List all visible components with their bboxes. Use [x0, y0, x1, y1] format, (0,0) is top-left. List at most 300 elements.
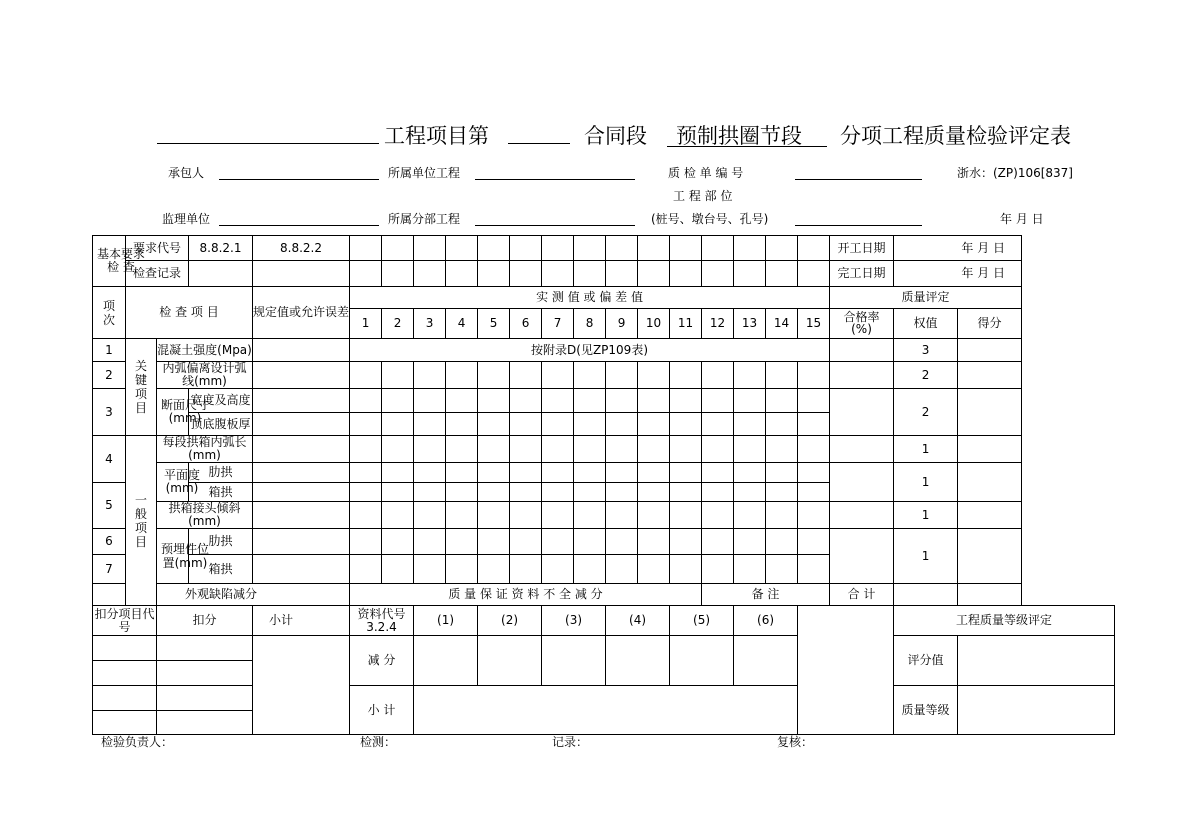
measure-cell[interactable] — [734, 389, 766, 413]
measure-cell[interactable] — [382, 362, 414, 389]
recorder-label: 记录： — [552, 735, 589, 749]
measure-cell[interactable] — [446, 463, 478, 483]
measure-cell[interactable] — [510, 463, 542, 483]
deduct-code-cell[interactable] — [93, 686, 157, 711]
engineering-location-label: 工 程 部 位 — [673, 189, 733, 203]
measure-cell[interactable] — [574, 529, 606, 555]
pass-rate-cell[interactable] — [830, 339, 894, 362]
general-items-group: 一般项目 — [126, 436, 157, 606]
reduce-cell[interactable] — [734, 636, 798, 686]
pass-rate-cell[interactable] — [830, 362, 894, 389]
reduce-cell[interactable] — [670, 636, 734, 686]
record-cell[interactable] — [670, 261, 702, 287]
req-code-cell[interactable] — [638, 236, 670, 261]
reduce-label: 减 分 — [350, 636, 414, 686]
req-code-label: 要求代号 — [126, 236, 189, 261]
measure-cell[interactable] — [478, 389, 510, 413]
measure-cell[interactable] — [798, 529, 830, 555]
measure-cell[interactable] — [734, 529, 766, 555]
req-code-cell[interactable] — [606, 236, 638, 261]
start-date-value[interactable]: 年 月 日 — [894, 236, 1022, 261]
deduct-cell[interactable] — [157, 686, 253, 711]
weight-value: 1 — [894, 529, 958, 584]
measure-cell[interactable] — [382, 463, 414, 483]
measure-cell[interactable] — [574, 362, 606, 389]
section-size-label: 断面尺寸(mm) — [157, 389, 189, 436]
record-cell[interactable] — [253, 261, 350, 287]
measure-no: 11 — [670, 309, 702, 339]
measure-cell[interactable] — [798, 483, 830, 502]
title-part2: 合同段 — [584, 124, 647, 148]
form-code: 浙水：(ZP)106[837] — [957, 166, 1073, 180]
weight-value: 1 — [894, 436, 958, 463]
measure-cell[interactable] — [670, 436, 702, 463]
reduce-cell[interactable] — [606, 636, 670, 686]
appearance-deduct-label: 外观缺陷减分 — [93, 584, 350, 606]
measure-cell[interactable] — [382, 389, 414, 413]
inspection-no-field[interactable] — [795, 179, 922, 180]
measure-cell[interactable] — [606, 436, 638, 463]
measure-cell[interactable] — [734, 362, 766, 389]
measure-cell[interactable] — [670, 463, 702, 483]
tolerance-cell[interactable] — [253, 339, 350, 362]
measure-no: 9 — [606, 309, 638, 339]
measure-cell[interactable] — [350, 555, 382, 584]
measure-no: 10 — [638, 309, 670, 339]
supervisor-field[interactable] — [219, 225, 379, 226]
measure-cell[interactable] — [350, 413, 382, 436]
item-name: 内弧偏离设计弧线(mm) — [157, 362, 253, 389]
measure-cell[interactable] — [446, 413, 478, 436]
measure-cell[interactable] — [510, 502, 542, 529]
measure-cell[interactable] — [382, 413, 414, 436]
measure-cell[interactable] — [382, 483, 414, 502]
measure-cell[interactable] — [478, 463, 510, 483]
tolerance-cell[interactable] — [253, 483, 350, 502]
doc-subtotal-label: 小 计 — [350, 686, 414, 735]
measure-cell[interactable] — [798, 389, 830, 413]
measure-cell[interactable] — [350, 436, 382, 463]
doc-item: (6) — [734, 606, 798, 636]
measure-cell[interactable] — [542, 413, 574, 436]
measure-cell[interactable] — [702, 463, 734, 483]
measure-cell[interactable] — [734, 413, 766, 436]
measure-cell[interactable] — [638, 555, 670, 584]
deduct-cell[interactable] — [157, 711, 253, 735]
weight-value: 2 — [894, 389, 958, 436]
inspection-no-label: 质 检 单 编 号 — [668, 166, 744, 180]
title-part3: 分项工程质量检验评定表 — [840, 124, 1071, 148]
doc-subtotal-cell[interactable] — [414, 686, 798, 735]
measure-cell[interactable] — [478, 483, 510, 502]
item-no: 7 — [93, 555, 126, 584]
record-cell[interactable] — [574, 261, 606, 287]
measure-cell[interactable] — [670, 483, 702, 502]
measure-cell[interactable] — [766, 413, 798, 436]
finish-date-value[interactable]: 年 月 日 — [894, 261, 1022, 287]
measure-cell[interactable] — [766, 389, 798, 413]
pass-rate-cell[interactable] — [830, 529, 894, 584]
total-label: 合 计 — [830, 584, 894, 606]
measure-no: 14 — [766, 309, 798, 339]
measure-cell[interactable] — [638, 389, 670, 413]
record-cell[interactable] — [350, 261, 382, 287]
grade-cell[interactable] — [958, 686, 1115, 735]
measure-cell[interactable] — [414, 463, 446, 483]
measure-cell[interactable] — [574, 463, 606, 483]
measure-cell[interactable] — [670, 529, 702, 555]
measure-cell[interactable] — [446, 502, 478, 529]
measure-cell[interactable] — [702, 483, 734, 502]
measure-cell[interactable] — [798, 555, 830, 584]
record-cell[interactable] — [189, 261, 253, 287]
tolerance-cell[interactable] — [253, 413, 350, 436]
measure-no: 15 — [798, 309, 830, 339]
measure-cell[interactable] — [734, 463, 766, 483]
measure-cell[interactable] — [766, 502, 798, 529]
pass-rate-cell[interactable] — [830, 463, 894, 502]
measure-cell[interactable] — [414, 413, 446, 436]
basic-requirement-label: 基本要求检 查 — [93, 236, 126, 287]
remarks-label: 备 注 — [702, 584, 830, 606]
req-code-cell[interactable] — [350, 236, 382, 261]
doc-code-header: 资料代号 3.2.4 — [350, 606, 414, 636]
measure-cell[interactable] — [382, 436, 414, 463]
measure-cell[interactable] — [606, 389, 638, 413]
deduct-code-header: 扣分项目代号 — [94, 606, 155, 634]
measure-cell[interactable] — [574, 483, 606, 502]
req-code-cell[interactable] — [798, 236, 830, 261]
record-cell[interactable] — [414, 261, 446, 287]
measure-cell[interactable] — [510, 389, 542, 413]
measure-cell[interactable] — [350, 362, 382, 389]
measure-cell[interactable] — [382, 502, 414, 529]
reduce-cell[interactable] — [478, 636, 542, 686]
record-cell[interactable] — [542, 261, 574, 287]
doc-item: (3) — [542, 606, 606, 636]
measure-cell[interactable] — [734, 502, 766, 529]
score-cell[interactable] — [958, 502, 1022, 529]
req-code-cell[interactable] — [574, 236, 606, 261]
sub-item-name: 箱拱 — [189, 555, 253, 584]
measure-cell[interactable] — [382, 529, 414, 555]
measure-cell[interactable] — [510, 555, 542, 584]
measure-no: 12 — [702, 309, 734, 339]
req-code-cell[interactable] — [382, 236, 414, 261]
measure-cell[interactable] — [766, 483, 798, 502]
record-cell[interactable] — [510, 261, 542, 287]
measure-cell[interactable] — [478, 529, 510, 555]
quality-eval-header: 质量评定 — [830, 287, 1022, 309]
measure-cell[interactable] — [766, 529, 798, 555]
measure-cell[interactable] — [606, 502, 638, 529]
measure-cell[interactable] — [414, 362, 446, 389]
measure-cell[interactable] — [606, 362, 638, 389]
deduct-code-cell[interactable] — [93, 711, 157, 735]
measured-header: 实 测 值 或 偏 差 值 — [350, 287, 830, 309]
measure-cell[interactable] — [606, 413, 638, 436]
measure-cell[interactable] — [350, 389, 382, 413]
record-cell[interactable] — [766, 261, 798, 287]
record-cell[interactable] — [734, 261, 766, 287]
measure-cell[interactable] — [542, 436, 574, 463]
score-cell[interactable] — [958, 389, 1022, 436]
location-detail-label: (桩号、墩台号、孔号) — [651, 212, 769, 226]
measure-cell[interactable] — [446, 362, 478, 389]
measure-cell[interactable] — [414, 555, 446, 584]
measure-cell[interactable] — [638, 463, 670, 483]
measure-no: 2 — [382, 309, 414, 339]
measure-cell[interactable] — [574, 502, 606, 529]
tolerance-cell[interactable] — [253, 436, 350, 463]
measure-cell[interactable] — [702, 413, 734, 436]
record-cell[interactable] — [798, 261, 830, 287]
measure-cell[interactable] — [542, 463, 574, 483]
measure-cell[interactable] — [670, 502, 702, 529]
measure-cell[interactable] — [766, 463, 798, 483]
measure-cell[interactable] — [670, 362, 702, 389]
score-cell[interactable] — [958, 463, 1022, 502]
measure-cell[interactable] — [478, 362, 510, 389]
measure-cell[interactable] — [798, 362, 830, 389]
measure-cell[interactable] — [702, 362, 734, 389]
measure-cell[interactable] — [478, 413, 510, 436]
req-code-cell[interactable] — [510, 236, 542, 261]
measure-cell[interactable] — [702, 436, 734, 463]
header-date: 年 月 日 — [1000, 212, 1044, 226]
score-value-cell[interactable] — [958, 636, 1115, 686]
total-cell-2[interactable] — [958, 584, 1022, 606]
record-cell[interactable] — [478, 261, 510, 287]
measure-cell[interactable] — [446, 529, 478, 555]
measure-cell[interactable] — [510, 529, 542, 555]
req-code-cell[interactable] — [702, 236, 734, 261]
tolerance-cell[interactable] — [253, 463, 350, 483]
measure-cell[interactable] — [478, 502, 510, 529]
tolerance-cell[interactable] — [253, 502, 350, 529]
measure-cell[interactable] — [798, 502, 830, 529]
sub-item-name: 肋拱 — [189, 529, 253, 555]
weight-value: 1 — [894, 463, 958, 502]
measure-cell[interactable] — [766, 555, 798, 584]
measure-cell[interactable] — [542, 389, 574, 413]
measure-cell[interactable] — [350, 529, 382, 555]
measure-cell[interactable] — [478, 436, 510, 463]
title-blank-contract[interactable] — [508, 143, 570, 144]
check-record-label: 检查记录 — [126, 261, 189, 287]
measure-cell[interactable] — [542, 483, 574, 502]
measure-no: 7 — [542, 309, 574, 339]
key-items-group: 关键项目 — [126, 339, 157, 436]
measure-cell[interactable] — [670, 413, 702, 436]
item-no-header: 项次 — [93, 287, 126, 339]
record-cell[interactable] — [606, 261, 638, 287]
flatness-label: 平面度(mm) — [157, 463, 189, 502]
item-name: 混凝土强度(Mpa) — [157, 339, 253, 362]
reviewer-label: 复核： — [777, 735, 814, 749]
req-code-cell[interactable] — [478, 236, 510, 261]
req-code-cell[interactable] — [414, 236, 446, 261]
record-cell[interactable] — [638, 261, 670, 287]
sub-item-name: 箱拱 — [189, 483, 253, 502]
deduct-code-cell[interactable] — [93, 636, 157, 661]
measure-cell[interactable] — [542, 502, 574, 529]
reduce-cell[interactable] — [414, 636, 478, 686]
pass-rate-cell[interactable] — [830, 502, 894, 529]
measure-cell[interactable] — [414, 389, 446, 413]
measure-cell[interactable] — [414, 483, 446, 502]
measure-cell[interactable] — [414, 502, 446, 529]
measure-cell[interactable] — [606, 529, 638, 555]
pass-rate-cell[interactable] — [830, 436, 894, 463]
pass-rate-cell[interactable] — [830, 389, 894, 436]
weight-value: 2 — [894, 362, 958, 389]
measure-cell[interactable] — [350, 502, 382, 529]
req-code-cell[interactable] — [670, 236, 702, 261]
measure-cell[interactable] — [382, 555, 414, 584]
appendix-note: 按附录D(见ZP109表) — [350, 339, 830, 362]
measure-cell[interactable] — [798, 413, 830, 436]
score-cell[interactable] — [958, 339, 1022, 362]
measure-cell[interactable] — [702, 555, 734, 584]
item-no: 5 — [93, 483, 126, 529]
measure-cell[interactable] — [638, 483, 670, 502]
contractor-field[interactable] — [219, 179, 379, 180]
measure-cell[interactable] — [638, 502, 670, 529]
measure-cell[interactable] — [734, 436, 766, 463]
measure-cell[interactable] — [510, 362, 542, 389]
req-code-cell[interactable] — [446, 236, 478, 261]
req-code-cell[interactable] — [734, 236, 766, 261]
measure-cell[interactable] — [350, 463, 382, 483]
record-cell[interactable] — [382, 261, 414, 287]
measure-cell[interactable] — [478, 555, 510, 584]
measure-cell[interactable] — [574, 389, 606, 413]
measure-no: 6 — [510, 309, 542, 339]
measure-cell[interactable] — [414, 529, 446, 555]
tolerance-cell[interactable] — [253, 555, 350, 584]
deduct-cell[interactable] — [157, 661, 253, 686]
contractor-label: 承包人 — [168, 166, 205, 180]
remarks-cell[interactable] — [798, 606, 894, 735]
title-blank-project[interactable] — [157, 143, 379, 144]
sub-item-name: 宽度及高度 — [189, 389, 253, 413]
measure-no: 5 — [478, 309, 510, 339]
subtotal-cell[interactable] — [253, 636, 350, 735]
measure-cell[interactable] — [414, 436, 446, 463]
quality-form-table — [92, 235, 1115, 735]
measure-cell[interactable] — [606, 483, 638, 502]
req-code-cell[interactable] — [542, 236, 574, 261]
item-no: 3 — [93, 389, 126, 436]
item-name: 每段拱箱内弧长(mm) — [157, 436, 253, 463]
measure-cell[interactable] — [638, 529, 670, 555]
measure-cell[interactable] — [510, 483, 542, 502]
score-cell[interactable] — [958, 529, 1022, 584]
score-cell[interactable] — [958, 436, 1022, 463]
measure-no: 8 — [574, 309, 606, 339]
score-value-label: 评分值 — [894, 636, 958, 686]
measure-cell[interactable] — [606, 555, 638, 584]
measure-cell[interactable] — [510, 413, 542, 436]
measure-cell[interactable] — [350, 483, 382, 502]
measure-cell[interactable] — [670, 389, 702, 413]
measure-cell[interactable] — [542, 362, 574, 389]
doc-item: (2) — [478, 606, 542, 636]
total-cell[interactable] — [894, 584, 958, 606]
measure-cell[interactable] — [766, 436, 798, 463]
subtotal-header: 小计 — [253, 606, 350, 636]
measure-cell[interactable] — [542, 529, 574, 555]
unit-project-label: 所属单位工程 — [388, 166, 461, 180]
deduct-header: 扣分 — [157, 606, 253, 636]
measure-cell[interactable] — [574, 555, 606, 584]
doc-item: (4) — [606, 606, 670, 636]
record-cell[interactable] — [702, 261, 734, 287]
measure-cell[interactable] — [510, 436, 542, 463]
tolerance-cell[interactable] — [253, 389, 350, 413]
measure-cell[interactable] — [446, 555, 478, 584]
location-field[interactable] — [795, 225, 922, 226]
pass-rate-header: 合格率(%) — [830, 309, 894, 339]
measure-cell[interactable] — [606, 463, 638, 483]
embedded-part-label: 预埋件位置(mm) — [157, 529, 189, 584]
division-project-field[interactable] — [475, 225, 635, 226]
measure-cell[interactable] — [702, 529, 734, 555]
start-date-label: 开工日期 — [830, 236, 894, 261]
measure-cell[interactable] — [702, 502, 734, 529]
unit-project-field[interactable] — [475, 179, 635, 180]
weight-header: 权值 — [894, 309, 958, 339]
weight-value: 1 — [894, 502, 958, 529]
check-item-header: 检 查 项 目 — [126, 287, 253, 339]
measure-no: 1 — [350, 309, 382, 339]
measure-cell[interactable] — [798, 463, 830, 483]
measure-cell[interactable] — [670, 555, 702, 584]
req-code-1: 8.8.2.1 — [189, 236, 253, 261]
tolerance-cell[interactable] — [253, 529, 350, 555]
measure-cell[interactable] — [798, 436, 830, 463]
measure-cell[interactable] — [542, 555, 574, 584]
finish-date-label: 完工日期 — [830, 261, 894, 287]
sub-item-name: 肋拱 — [189, 463, 253, 483]
quality-doc-deduct-label: 质 量 保 证 资 料 不 全 减 分 — [350, 584, 702, 606]
measure-cell[interactable] — [574, 413, 606, 436]
reduce-cell[interactable] — [542, 636, 606, 686]
measure-cell[interactable] — [766, 362, 798, 389]
measure-cell[interactable] — [638, 413, 670, 436]
measure-cell[interactable] — [734, 483, 766, 502]
sub-item-name: 顶底腹板厚 — [189, 413, 253, 436]
deduct-cell[interactable] — [157, 636, 253, 661]
measure-cell[interactable] — [702, 389, 734, 413]
tolerance-cell[interactable] — [253, 362, 350, 389]
req-code-cell[interactable] — [766, 236, 798, 261]
supervisor-label: 监理单位 — [162, 212, 211, 226]
measure-cell[interactable] — [638, 362, 670, 389]
measure-cell[interactable] — [446, 483, 478, 502]
title-segment: 预制拱圈节段 — [676, 124, 802, 148]
measure-cell[interactable] — [574, 436, 606, 463]
measure-cell[interactable] — [446, 436, 478, 463]
measure-cell[interactable] — [638, 436, 670, 463]
measure-cell[interactable] — [446, 389, 478, 413]
deduct-code-cell[interactable] — [93, 661, 157, 686]
measure-cell[interactable] — [734, 555, 766, 584]
record-cell[interactable] — [446, 261, 478, 287]
score-cell[interactable] — [958, 362, 1022, 389]
measure-no: 3 — [414, 309, 446, 339]
